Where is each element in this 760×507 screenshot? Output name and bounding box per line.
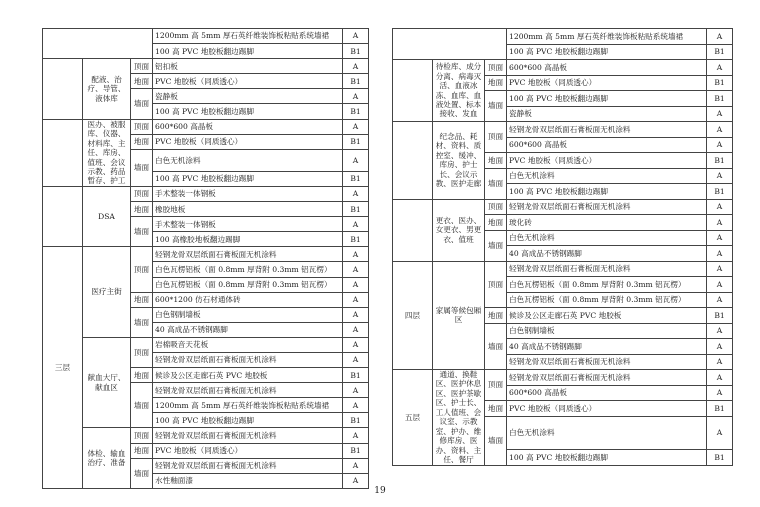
table-cell: 600*600 高晶板 xyxy=(507,385,707,401)
table-cell: B1 xyxy=(343,44,369,59)
table-cell: 墙面 xyxy=(131,383,153,428)
table-cell: 墙面 xyxy=(131,307,153,337)
table-cell: 100 高 PVC 地胶板翻边踢脚 xyxy=(153,104,343,119)
table-cell: B1 xyxy=(343,368,369,383)
table-cell: 墙面 xyxy=(131,89,153,119)
table-cell: A xyxy=(707,246,733,262)
table-row xyxy=(43,428,369,443)
table-cell: A xyxy=(343,186,369,201)
table-cell: A xyxy=(343,292,369,307)
table-cell: 顶面 xyxy=(131,247,153,292)
table-cell: DSA xyxy=(83,186,131,246)
table-cell xyxy=(43,59,83,119)
table-cell: A xyxy=(707,277,733,293)
table-cell: 地面 xyxy=(485,215,507,231)
table-cell xyxy=(393,122,433,200)
table-cell: B1 xyxy=(343,74,369,89)
table-cell: 三层 xyxy=(43,247,83,489)
table-cell: 候诊及公区走廊石英 PVC 地胶板 xyxy=(507,308,707,324)
table-cell: A xyxy=(343,352,369,367)
table-cell: 600*600 高晶板 xyxy=(507,137,707,153)
table-cell: A xyxy=(707,230,733,246)
table-cell: 100 高 PVC 地胶板翻边踢脚 xyxy=(153,171,343,186)
table-cell: 献血大厅、献血区 xyxy=(83,337,131,428)
table-cell: 100 高 PVC 地胶板翻边踢脚 xyxy=(507,184,707,200)
table-cell: A xyxy=(707,261,733,277)
table-cell: 橡胶地板 xyxy=(153,202,343,217)
table-cell: A xyxy=(343,398,369,413)
table-cell: A xyxy=(707,416,733,450)
table-cell: 墙面 xyxy=(485,91,507,122)
table-cell: 手术整装一体钢板 xyxy=(153,217,343,232)
table-cell: B1 xyxy=(343,104,369,119)
table-cell: 体检、输血治疗、准备 xyxy=(83,428,131,488)
table-cell: 顶面 xyxy=(485,370,507,401)
table-cell: B1 xyxy=(707,91,733,107)
table-cell: 顶面 xyxy=(485,122,507,153)
table-cell: 1200mm 高 5mm 厚石英纤维装饰板粘贴系统墙裙 xyxy=(153,29,343,44)
table-cell: 顶面 xyxy=(485,60,507,76)
table-cell: 白色瓦楞铝板（面 0.8mm 厚背附 0.3mm 铝瓦楞） xyxy=(507,277,707,293)
table-cell: 白色钢制墙板 xyxy=(153,307,343,322)
table-cell: 轻钢龙骨双层纸面石膏板面无机涂料 xyxy=(153,428,343,443)
table-cell: 墙面 xyxy=(131,458,153,488)
table-cell: B1 xyxy=(343,232,369,247)
left-table-body xyxy=(43,29,369,489)
table-cell: B1 xyxy=(707,153,733,169)
table-cell: B1 xyxy=(343,134,369,149)
table-cell: A xyxy=(343,59,369,74)
table-cell: B1 xyxy=(707,450,733,466)
table-cell: 地面 xyxy=(485,308,507,324)
table-cell: 墙面 xyxy=(485,323,507,370)
table-cell: 墙面 xyxy=(131,217,153,247)
table-row xyxy=(43,119,369,134)
table-cell xyxy=(43,29,153,59)
table-cell: 轻钢龙骨双层纸面石膏板面无机涂料 xyxy=(507,199,707,215)
table-cell: PVC 地胶板（同质透心） xyxy=(507,401,707,417)
table-cell: 100 高 PVC 地胶板翻边踢脚 xyxy=(507,91,707,107)
table-cell: 40 高成品不锈钢踢脚 xyxy=(507,339,707,355)
table-cell: A xyxy=(707,122,733,138)
table-cell: 40 高成品不锈钢踢脚 xyxy=(153,322,343,337)
table-cell: 轻钢龙骨双层纸面石膏板面无机涂料 xyxy=(153,383,343,398)
table-cell: 600*600 高晶板 xyxy=(507,60,707,76)
table-cell: A xyxy=(707,323,733,339)
table-cell: A xyxy=(343,89,369,104)
table-cell: A xyxy=(707,137,733,153)
table-cell: 轻钢龙骨双层纸面石膏板面无机涂料 xyxy=(507,261,707,277)
table-cell: 候诊及公区走廊石英 PVC 地胶板 xyxy=(153,368,343,383)
table-cell: A xyxy=(343,149,369,171)
table-cell: 地面 xyxy=(485,401,507,417)
table-cell: 白色无机涂料 xyxy=(507,230,707,246)
table-cell: 墙面 xyxy=(485,416,507,465)
table-cell: 白色无机涂料 xyxy=(507,416,707,450)
table-cell: A xyxy=(707,29,733,45)
table-cell: B1 xyxy=(343,171,369,186)
table-cell: 手术整装一体钢板 xyxy=(153,186,343,201)
table-cell: A xyxy=(343,217,369,232)
table-cell: 顶面 xyxy=(131,428,153,443)
table-cell: 白色无机涂料 xyxy=(153,149,343,171)
table-cell: 白色瓦楞铝板（面 0.8mm 厚背附 0.3mm 铝瓦楞） xyxy=(507,292,707,308)
table-cell: A xyxy=(343,307,369,322)
table-cell: 地面 xyxy=(485,153,507,169)
table-row xyxy=(43,59,369,74)
table-cell: 地面 xyxy=(131,292,153,307)
table-cell: 地面 xyxy=(485,75,507,91)
table-row xyxy=(43,247,369,262)
table-cell: 白色无机涂料 xyxy=(507,168,707,184)
table-cell: 墙面 xyxy=(131,149,153,186)
table-cell: A xyxy=(343,277,369,292)
table-row xyxy=(393,29,733,45)
table-cell: 五层 xyxy=(393,370,433,466)
table-cell: 顶面 xyxy=(131,186,153,201)
table-cell xyxy=(43,119,83,186)
table-cell: 1200mm 高 5mm 厚石英纤维装饰板粘贴系统墙裙 xyxy=(507,29,707,45)
table-cell: A xyxy=(343,322,369,337)
table-cell: B1 xyxy=(707,401,733,417)
right-materials-table xyxy=(392,28,733,466)
table-cell: 医疗主街 xyxy=(83,247,131,338)
page-number: 19 xyxy=(374,486,386,496)
table-cell: 40 高成品不锈钢踢脚 xyxy=(507,246,707,262)
table-cell: 100 高 PVC 地胶板翻边踢脚 xyxy=(507,450,707,466)
table-cell: 白色瓦楞铝板（面 0.8mm 厚背附 0.3mm 铝瓦楞） xyxy=(153,262,343,277)
table-cell: 顶面 xyxy=(131,59,153,74)
table-cell: 顶面 xyxy=(485,261,507,308)
table-cell: A xyxy=(343,262,369,277)
table-cell: 100 高 PVC 地胶板翻边踢脚 xyxy=(153,413,343,428)
table-cell: 铝扣板 xyxy=(153,59,343,74)
table-cell xyxy=(393,199,433,261)
table-row xyxy=(393,261,733,277)
table-cell: A xyxy=(343,473,369,488)
table-cell: 医办、被服库、仪器、材料库、主任、库房、值班、会议示教、药品暂存、护工 xyxy=(83,119,131,186)
table-cell: PVC 地胶板（同质透心） xyxy=(153,443,343,458)
table-cell: 轻钢龙骨双层纸面石膏板面无机涂料 xyxy=(153,247,343,262)
table-cell: 轻钢龙骨双层纸面石膏板面无机涂料 xyxy=(507,354,707,370)
table-cell: 家属等候包厢区 xyxy=(433,261,485,370)
table-cell: 白色瓦楞铝板（面 0.8mm 厚背附 0.3mm 铝瓦楞） xyxy=(153,277,343,292)
table-cell: 玻化砖 xyxy=(507,215,707,231)
table-cell: 顶面 xyxy=(131,119,153,134)
table-cell: B1 xyxy=(343,202,369,217)
table-cell: B1 xyxy=(707,308,733,324)
table-cell: 1200mm 高 5mm 厚石英纤维装饰板粘贴系统墙裙 xyxy=(153,398,343,413)
table-cell: B1 xyxy=(707,75,733,91)
table-cell: 水性釉面漆 xyxy=(153,473,343,488)
table-cell xyxy=(393,29,507,60)
table-row xyxy=(393,122,733,138)
table-cell: 墙面 xyxy=(485,230,507,261)
table-cell: A xyxy=(343,337,369,352)
table-cell: A xyxy=(343,119,369,134)
table-cell: 100 高橡胶地板翻边踢脚 xyxy=(153,232,343,247)
table-cell: 轻钢龙骨双层纸面石膏板面无机涂料 xyxy=(153,458,343,473)
table-cell: A xyxy=(343,383,369,398)
table-cell: A xyxy=(707,106,733,122)
table-cell: 地面 xyxy=(131,134,153,149)
table-cell: 顶面 xyxy=(131,337,153,367)
table-cell: 通道、换鞋区、医护休息区、医护茶歇区、护士长、工人值班、会议室、示教室、护办、维修库房、医办、资料、主任、餐厅 xyxy=(433,370,485,466)
table-cell: 四层 xyxy=(393,261,433,370)
table-cell: 白色钢制墙板 xyxy=(507,323,707,339)
table-cell: 轻钢龙骨双层纸面石膏板面无机涂料 xyxy=(153,352,343,367)
table-cell: 配液、治疗、导管、液体库 xyxy=(83,59,131,119)
table-cell: A xyxy=(707,168,733,184)
table-cell: 地面 xyxy=(131,443,153,458)
table-cell: A xyxy=(707,339,733,355)
table-cell: 纪念品、耗材、资料、质控室、缓冲、库房、护士长、会议示教、医护走廊 xyxy=(433,122,485,200)
table-cell: A xyxy=(707,215,733,231)
table-cell: 更衣、医办、女更衣、男更衣、值班 xyxy=(433,199,485,261)
table-cell: A xyxy=(343,428,369,443)
table-row xyxy=(43,337,369,352)
table-cell: 顶面 xyxy=(485,199,507,215)
table-cell: A xyxy=(707,385,733,401)
table-cell xyxy=(393,60,433,122)
table-cell: B1 xyxy=(707,184,733,200)
table-row xyxy=(393,60,733,76)
table-cell: B1 xyxy=(343,413,369,428)
table-cell: B1 xyxy=(343,443,369,458)
table-cell: A xyxy=(707,370,733,386)
table-row xyxy=(43,29,369,44)
table-cell: 地面 xyxy=(131,74,153,89)
table-cell: B1 xyxy=(707,44,733,60)
table-row xyxy=(43,186,369,201)
table-cell: A xyxy=(707,354,733,370)
table-cell: PVC 地胶板（同质透心） xyxy=(507,75,707,91)
table-cell: 100 高 PVC 地胶板翻边踢脚 xyxy=(507,44,707,60)
table-cell: PVC 地胶板（同质透心） xyxy=(153,134,343,149)
right-table-body xyxy=(393,29,733,466)
table-cell: A xyxy=(343,247,369,262)
table-cell: 轻钢龙骨双层纸面石膏板面无机涂料 xyxy=(507,122,707,138)
table-row xyxy=(393,370,733,386)
table-cell: A xyxy=(707,292,733,308)
table-cell: 100 高 PVC 地胶板翻边踢脚 xyxy=(153,44,343,59)
table-cell: A xyxy=(343,29,369,44)
table-cell: 600*1200 仿石材通体砖 xyxy=(153,292,343,307)
table-cell: 瓷静板 xyxy=(507,106,707,122)
table-cell: 墙面 xyxy=(485,168,507,199)
table-cell: 地面 xyxy=(131,202,153,217)
table-cell: 待检库、成分分离、病毒灭活、血液冰冻、血库、血液处置、标本接收、发血 xyxy=(433,60,485,122)
table-row xyxy=(393,199,733,215)
table-cell: A xyxy=(343,458,369,473)
table-cell: 岩棉吸音天花板 xyxy=(153,337,343,352)
left-materials-table xyxy=(42,28,369,489)
table-cell: PVC 地胶板（同质透心） xyxy=(507,153,707,169)
table-cell xyxy=(43,186,83,246)
table-cell: PVC 地胶板（同质透心） xyxy=(153,74,343,89)
table-cell: 瓷静板 xyxy=(153,89,343,104)
table-cell: 地面 xyxy=(131,368,153,383)
table-cell: A xyxy=(707,199,733,215)
table-cell: 轻钢龙骨双层纸面石膏板面无机涂料 xyxy=(507,370,707,386)
table-cell: 600*600 高晶板 xyxy=(153,119,343,134)
table-cell: A xyxy=(707,60,733,76)
